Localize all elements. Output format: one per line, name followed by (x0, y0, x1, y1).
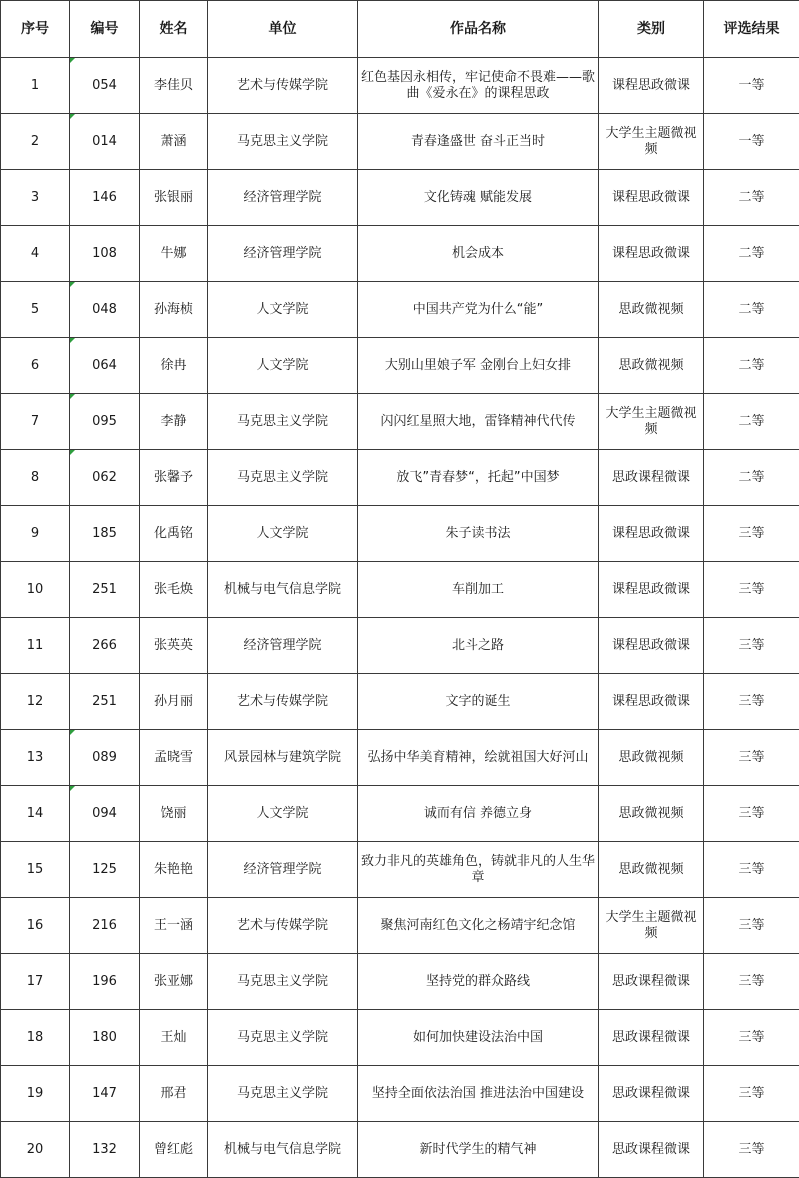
table-row (1, 1122, 799, 1178)
cell-result: 三等 (704, 1066, 799, 1122)
cell-result: 一等 (704, 58, 799, 114)
header-result: 评选结果 (704, 1, 799, 58)
table-body (1, 58, 799, 1178)
cell-no: 13 (1, 730, 70, 786)
cell-code: 251 (70, 674, 140, 730)
cell-category: 思政微视频 (599, 842, 704, 898)
cell-no: 5 (1, 282, 70, 338)
cell-title: 中国共产党为什么“能” (358, 282, 599, 338)
cell-category: 大学生主题微视频 (599, 898, 704, 954)
cell-title: 朱子读书法 (358, 506, 599, 562)
cell-category: 课程思政微课 (599, 674, 704, 730)
cell-code: 146 (70, 170, 140, 226)
cell-name: 邢君 (140, 1066, 208, 1122)
header-category: 类别 (599, 1, 704, 58)
header-row (1, 1, 799, 58)
table-row (1, 618, 799, 674)
cell-code: 180 (70, 1010, 140, 1066)
cell-no: 17 (1, 954, 70, 1010)
cell-unit: 人文学院 (208, 506, 358, 562)
cell-title: 闪闪红星照大地，雷锋精神代代传 (358, 394, 599, 450)
cell-no: 15 (1, 842, 70, 898)
cell-result: 二等 (704, 450, 799, 506)
cell-result: 三等 (704, 674, 799, 730)
table-header (1, 1, 799, 58)
table-row (1, 786, 799, 842)
cell-unit: 马克思主义学院 (208, 450, 358, 506)
cell-category: 思政微视频 (599, 282, 704, 338)
cell-unit: 机械与电气信息学院 (208, 1122, 358, 1178)
header-title: 作品名称 (358, 1, 599, 58)
cell-no: 3 (1, 170, 70, 226)
cell-code: 054 (70, 58, 140, 114)
cell-unit: 马克思主义学院 (208, 394, 358, 450)
cell-result: 二等 (704, 170, 799, 226)
cell-name: 徐冉 (140, 338, 208, 394)
cell-unit: 经济管理学院 (208, 842, 358, 898)
cell-category: 大学生主题微视频 (599, 394, 704, 450)
cell-title: 北斗之路 (358, 618, 599, 674)
cell-category: 课程思政微课 (599, 226, 704, 282)
table-row (1, 170, 799, 226)
cell-no: 11 (1, 618, 70, 674)
cell-category: 大学生主题微视频 (599, 114, 704, 170)
table-row (1, 898, 799, 954)
cell-category: 思政微视频 (599, 730, 704, 786)
cell-result: 三等 (704, 842, 799, 898)
cell-no: 20 (1, 1122, 70, 1178)
cell-code: 147 (70, 1066, 140, 1122)
cell-category: 思政微视频 (599, 338, 704, 394)
cell-title: 弘扬中华美育精神，绘就祖国大好河山 (358, 730, 599, 786)
cell-category: 思政课程微课 (599, 954, 704, 1010)
table-row (1, 674, 799, 730)
cell-unit: 经济管理学院 (208, 170, 358, 226)
cell-title: 坚持全面依法治国 推进法治中国建设 (358, 1066, 599, 1122)
table-row (1, 226, 799, 282)
cell-name: 王一涵 (140, 898, 208, 954)
cell-title: 文化铸魂 赋能发展 (358, 170, 599, 226)
cell-name: 张亚娜 (140, 954, 208, 1010)
cell-name: 李静 (140, 394, 208, 450)
cell-name: 牛娜 (140, 226, 208, 282)
cell-result: 三等 (704, 562, 799, 618)
table-row (1, 450, 799, 506)
cell-result: 三等 (704, 730, 799, 786)
cell-category: 思政课程微课 (599, 1010, 704, 1066)
cell-code: 062 (70, 450, 140, 506)
cell-no: 12 (1, 674, 70, 730)
cell-title: 诚而有信 养德立身 (358, 786, 599, 842)
cell-name: 张英英 (140, 618, 208, 674)
cell-no: 14 (1, 786, 70, 842)
cell-unit: 经济管理学院 (208, 618, 358, 674)
cell-no: 16 (1, 898, 70, 954)
cell-unit: 马克思主义学院 (208, 954, 358, 1010)
cell-no: 19 (1, 1066, 70, 1122)
cell-code: 064 (70, 338, 140, 394)
cell-code: 014 (70, 114, 140, 170)
cell-unit: 马克思主义学院 (208, 114, 358, 170)
cell-category: 思政课程微课 (599, 1066, 704, 1122)
cell-title: 放飞”青春梦“，托起”中国梦 (358, 450, 599, 506)
cell-result: 一等 (704, 114, 799, 170)
cell-name: 张毛焕 (140, 562, 208, 618)
cell-name: 李佳贝 (140, 58, 208, 114)
table-row (1, 338, 799, 394)
table-row (1, 282, 799, 338)
cell-category: 课程思政微课 (599, 58, 704, 114)
cell-title: 文字的诞生 (358, 674, 599, 730)
cell-title: 坚持党的群众路线 (358, 954, 599, 1010)
cell-title: 红色基因永相传，牢记使命不畏难——歌曲《爱永在》的课程思政 (358, 58, 599, 114)
cell-title: 机会成本 (358, 226, 599, 282)
table-row (1, 1066, 799, 1122)
cell-result: 二等 (704, 282, 799, 338)
header-name: 姓名 (140, 1, 208, 58)
cell-unit: 马克思主义学院 (208, 1010, 358, 1066)
cell-result: 二等 (704, 338, 799, 394)
cell-name: 萧涵 (140, 114, 208, 170)
cell-title: 如何加快建设法治中国 (358, 1010, 599, 1066)
cell-category: 课程思政微课 (599, 170, 704, 226)
table-row (1, 394, 799, 450)
cell-result: 二等 (704, 226, 799, 282)
cell-title: 聚焦河南红色文化之杨靖宇纪念馆 (358, 898, 599, 954)
cell-category: 思政微视频 (599, 786, 704, 842)
table-row (1, 506, 799, 562)
cell-name: 孙海桢 (140, 282, 208, 338)
cell-unit: 艺术与传媒学院 (208, 898, 358, 954)
table-row (1, 842, 799, 898)
cell-code: 095 (70, 394, 140, 450)
cell-result: 二等 (704, 394, 799, 450)
cell-unit: 风景园林与建筑学院 (208, 730, 358, 786)
cell-title: 青春逢盛世 奋斗正当时 (358, 114, 599, 170)
cell-no: 9 (1, 506, 70, 562)
cell-result: 三等 (704, 786, 799, 842)
cell-name: 张银丽 (140, 170, 208, 226)
cell-unit: 经济管理学院 (208, 226, 358, 282)
cell-code: 266 (70, 618, 140, 674)
cell-unit: 人文学院 (208, 338, 358, 394)
cell-result: 三等 (704, 1010, 799, 1066)
cell-name: 朱艳艳 (140, 842, 208, 898)
cell-code: 125 (70, 842, 140, 898)
cell-name: 曾红彪 (140, 1122, 208, 1178)
table-row (1, 114, 799, 170)
cell-category: 课程思政微课 (599, 562, 704, 618)
cell-no: 2 (1, 114, 70, 170)
cell-unit: 人文学院 (208, 786, 358, 842)
cell-code: 216 (70, 898, 140, 954)
cell-code: 094 (70, 786, 140, 842)
cell-code: 108 (70, 226, 140, 282)
table-row (1, 1010, 799, 1066)
cell-unit: 人文学院 (208, 282, 358, 338)
cell-name: 王灿 (140, 1010, 208, 1066)
cell-code: 251 (70, 562, 140, 618)
cell-no: 10 (1, 562, 70, 618)
cell-no: 7 (1, 394, 70, 450)
cell-no: 6 (1, 338, 70, 394)
table-row (1, 562, 799, 618)
cell-name: 饶丽 (140, 786, 208, 842)
header-no: 序号 (1, 1, 70, 58)
cell-category: 思政课程微课 (599, 450, 704, 506)
cell-result: 三等 (704, 898, 799, 954)
cell-category: 思政课程微课 (599, 1122, 704, 1178)
cell-title: 车削加工 (358, 562, 599, 618)
cell-code: 196 (70, 954, 140, 1010)
cell-unit: 艺术与传媒学院 (208, 58, 358, 114)
cell-name: 孙月丽 (140, 674, 208, 730)
cell-no: 1 (1, 58, 70, 114)
table-row (1, 730, 799, 786)
cell-no: 4 (1, 226, 70, 282)
cell-title: 致力非凡的英雄角色，铸就非凡的人生华章 (358, 842, 599, 898)
header-code: 编号 (70, 1, 140, 58)
cell-title: 新时代学生的精气神 (358, 1122, 599, 1178)
cell-code: 132 (70, 1122, 140, 1178)
cell-unit: 机械与电气信息学院 (208, 562, 358, 618)
cell-result: 三等 (704, 1122, 799, 1178)
cell-no: 18 (1, 1010, 70, 1066)
cell-name: 化禹铭 (140, 506, 208, 562)
cell-title: 大别山里娘子军 金刚台上妇女排 (358, 338, 599, 394)
cell-result: 三等 (704, 954, 799, 1010)
cell-result: 三等 (704, 618, 799, 674)
table-row (1, 954, 799, 1010)
cell-name: 孟晓雪 (140, 730, 208, 786)
cell-code: 185 (70, 506, 140, 562)
cell-code: 089 (70, 730, 140, 786)
cell-no: 8 (1, 450, 70, 506)
cell-unit: 马克思主义学院 (208, 1066, 358, 1122)
cell-category: 课程思政微课 (599, 618, 704, 674)
cell-category: 课程思政微课 (599, 506, 704, 562)
cell-name: 张馨予 (140, 450, 208, 506)
header-unit: 单位 (208, 1, 358, 58)
cell-result: 三等 (704, 506, 799, 562)
cell-code: 048 (70, 282, 140, 338)
table-row (1, 58, 799, 114)
cell-unit: 艺术与传媒学院 (208, 674, 358, 730)
